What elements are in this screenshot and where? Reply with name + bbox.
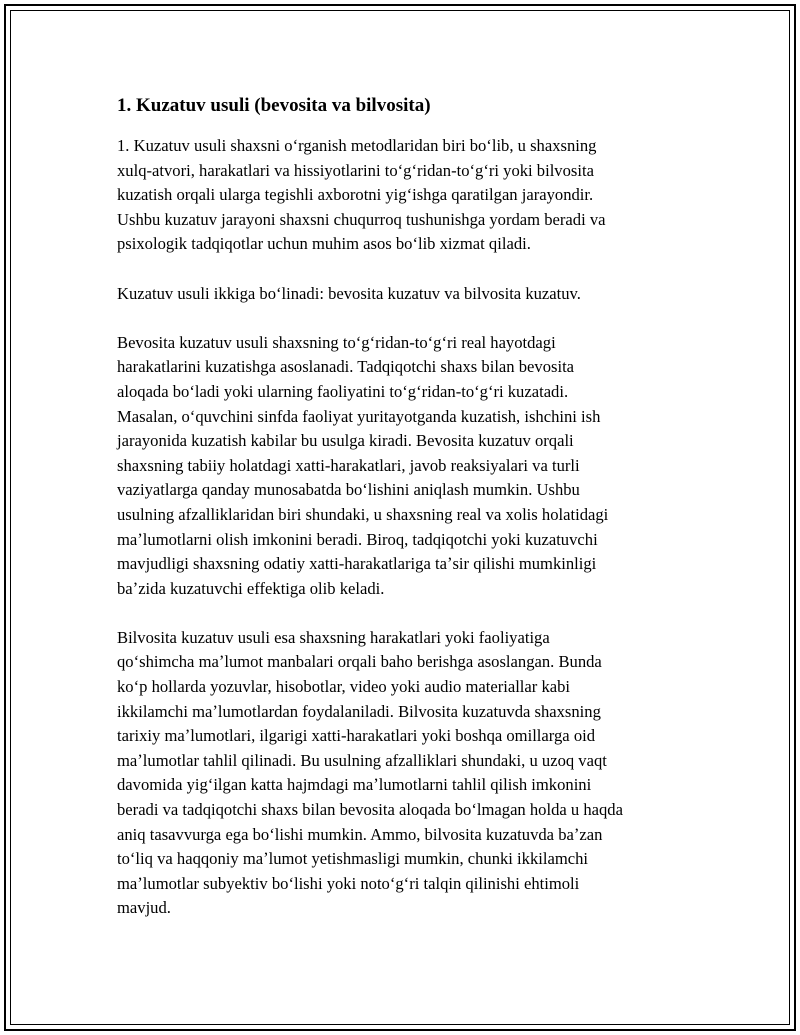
paragraph-line: davomida yigʻilgan katta hajmdagi maʼlumotlarni tahlil qilish imkonini [117, 775, 592, 795]
paragraph-line: maʼlumotlar subyektiv boʻlishi yoki notoʻgʻri talqin qilinishi ehtimoli [117, 873, 580, 893]
paragraph-line: koʻp hollarda yozuvlar, hisobotlar, video yoki audio materiallar kabi [117, 677, 571, 697]
document-body [117, 94, 692, 946]
paragraph-line: aniq tasavvurga ega boʻlishi mumkin. Ammo, bilvosita kuzatuvda baʼzan [117, 824, 603, 844]
paragraph-line: Ushbu kuzatuv jarayoni shaxsni chuqurroq tushunishga yordam beradi va [117, 209, 606, 229]
paragraph-2 [117, 282, 692, 307]
paragraph-line: qoʻshimcha maʼlumot manbalari orqali baho berishga asoslangan. Bunda [117, 652, 602, 672]
paragraph-line: toʻliq va haqqoniy maʼlumot yetishmasligi mumkin, chunki ikkilamchi [117, 849, 589, 869]
paragraph-line: shaxsning tabiiy holatdagi xatti-harakatlari, javob reaksiyalari va turli [117, 455, 580, 475]
paragraph-line: Bevosita kuzatuv usuli shaxsning toʻgʻridan-toʻgʻri real hayotdagi [117, 332, 556, 352]
paragraph-line: 1. Kuzatuv usuli shaxsni oʻrganish metodlaridan biri boʻlib, u shaxsning [117, 136, 597, 155]
paragraph-line: ikkilamchi maʼlumotlardan foydalaniladi. Bilvosita kuzatuvda shaxsning [117, 701, 601, 721]
paragraph-line: mavjud. [117, 898, 171, 918]
paragraph-line: jarayonida kuzatish kabilar bu usulga kiradi. Bevosita kuzatuv orqali [117, 431, 574, 451]
paragraph-line: vaziyatlarga qanday munosabatda boʻlishini aniqlash mumkin. Ushbu [117, 480, 580, 500]
paragraph-line: baʼzida kuzatuvchi effektiga olib keladi. [117, 578, 385, 598]
paragraph-container [117, 134, 692, 921]
paragraph-line: kuzatish orqali ularga tegishli axborotni yigʻishga qaratilgan jarayondir. [117, 185, 594, 205]
paragraph-line: maʼlumotlar tahlil qilinadi. Bu usulning afzalliklari shundaki, u uzoq vaqt [117, 750, 607, 770]
paragraph-line: maʼlumotlarni olish imkonini beradi. Biroq, tadqiqotchi yoki kuzatuvchi [117, 529, 598, 549]
paragraph-line: tarixiy maʼlumotlari, ilgarigi xatti-harakatlari yoki boshqa omillarga oid [117, 726, 596, 746]
paragraph-4 [117, 626, 692, 921]
paragraph-line: beradi va tadqiqotchi shaxs bilan bevosita aloqada boʻlmagan holda u haqda [117, 800, 623, 820]
paragraph-1 [117, 134, 692, 257]
section-heading: 1. Kuzatuv usuli (bevosita va bilvosita) [117, 95, 431, 116]
paragraph-line: psixologik tadqiqotlar uchun muhim asos boʻlib xizmat qiladi. [117, 234, 531, 254]
paragraph-3 [117, 331, 692, 602]
paragraph-line: harakatlarini kuzatishga asoslanadi. Tadqiqotchi shaxs bilan bevosita [117, 357, 575, 377]
paragraph-line: xulq-atvori, harakatlari va hissiyotlarini toʻgʻridan-toʻgʻri yoki bilvosita [117, 160, 594, 180]
paragraph-line: Bilvosita kuzatuv usuli esa shaxsning harakatlari yoki faoliyatiga [117, 627, 550, 647]
paragraph-line: Masalan, oʻquvchini sinfda faoliyat yuritayotganda kuzatish, ishchini ish [117, 406, 601, 426]
paragraph-line: Kuzatuv usuli ikkiga boʻlinadi: bevosita kuzatuv va bilvosita kuzatuv. [117, 283, 581, 303]
paragraph-line: usulning afzalliklaridan biri shundaki, u shaxsning real va xolis holatidagi [117, 504, 609, 524]
paragraph-line: mavjudligi shaxsning odatiy xatti-harakatlariga taʼsir qilishi mumkinligi [117, 554, 597, 574]
paragraph-line: aloqada boʻladi yoki ularning faoliyatini toʻgʻridan-toʻgʻri kuzatadi. [117, 381, 569, 401]
